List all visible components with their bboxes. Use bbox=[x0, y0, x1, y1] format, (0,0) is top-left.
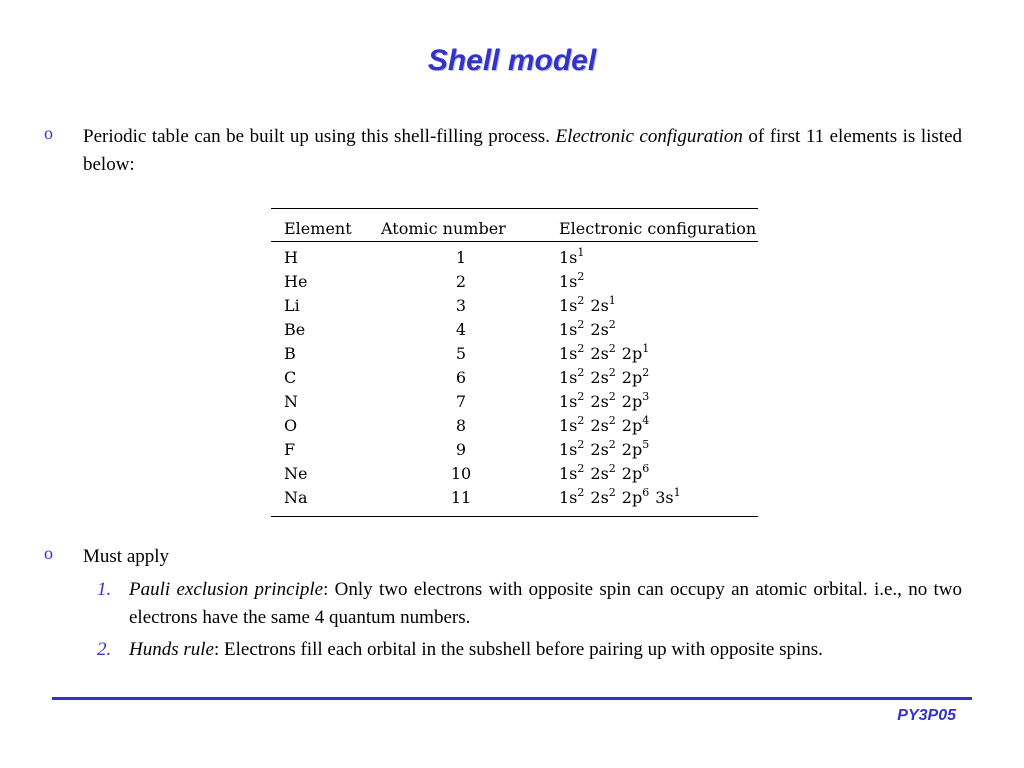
orbital bbox=[622, 368, 649, 387]
orbital bbox=[559, 272, 584, 291]
bullet-emphasis: Electronic configuration bbox=[555, 126, 743, 147]
cell-configuration bbox=[545, 414, 758, 438]
table-row bbox=[271, 318, 758, 342]
orbital bbox=[622, 488, 649, 507]
orbital-occupancy: 2 bbox=[608, 438, 616, 451]
orbital-occupancy: 2 bbox=[642, 366, 650, 379]
orbital-label: 1s bbox=[559, 368, 578, 387]
orbital-occupancy: 2 bbox=[577, 486, 585, 499]
rule-name: Pauli exclusion principle bbox=[129, 579, 324, 600]
orbital bbox=[622, 392, 649, 411]
orbital-occupancy: 2 bbox=[577, 342, 585, 355]
orbital-label: 2s bbox=[590, 344, 609, 363]
orbital-label: 1s bbox=[559, 248, 578, 267]
orbital bbox=[559, 392, 584, 411]
orbital-occupancy: 2 bbox=[577, 270, 585, 283]
orbital bbox=[590, 440, 615, 459]
orbital-occupancy: 2 bbox=[577, 414, 585, 427]
orbital-label: 2p bbox=[621, 416, 643, 435]
cell-atomic-number: 6 bbox=[455, 368, 467, 387]
orbital-occupancy: 2 bbox=[608, 462, 616, 475]
orbital-occupancy: 6 bbox=[642, 462, 650, 475]
orbital bbox=[622, 344, 649, 363]
rule-number: 1. bbox=[97, 579, 112, 600]
orbital-label: 1s bbox=[559, 488, 578, 507]
footer-divider bbox=[52, 697, 972, 700]
table-row bbox=[271, 486, 758, 517]
orbital bbox=[590, 368, 615, 387]
orbital-label: 2s bbox=[590, 488, 609, 507]
orbital-occupancy: 1 bbox=[673, 486, 681, 499]
bullet-periodic-table bbox=[83, 123, 962, 179]
orbital bbox=[590, 344, 615, 363]
bullet-marker: o bbox=[44, 123, 53, 143]
orbital-occupancy: 1 bbox=[608, 294, 616, 307]
orbital-occupancy: 2 bbox=[577, 318, 585, 331]
orbital-label: 2s bbox=[590, 392, 609, 411]
orbital-label: 2p bbox=[621, 344, 643, 363]
cell-element: H bbox=[284, 248, 298, 267]
orbital bbox=[559, 464, 584, 483]
table-row bbox=[271, 414, 758, 438]
table-row bbox=[271, 462, 758, 486]
orbital bbox=[559, 440, 584, 459]
cell-configuration bbox=[545, 486, 758, 517]
orbital bbox=[559, 488, 584, 507]
cell-element: B bbox=[284, 344, 296, 363]
slide-title: Shell model bbox=[427, 44, 597, 77]
orbital bbox=[590, 392, 615, 411]
cell-atomic-number: 7 bbox=[455, 392, 467, 411]
orbital-label: 2s bbox=[590, 464, 609, 483]
orbital bbox=[590, 320, 615, 339]
orbital-occupancy: 6 bbox=[642, 486, 650, 499]
cell-element: C bbox=[284, 368, 297, 387]
orbital bbox=[590, 296, 615, 315]
orbital-occupancy: 1 bbox=[642, 342, 650, 355]
orbital bbox=[622, 440, 649, 459]
header-element: Element bbox=[271, 209, 381, 242]
cell-element: Be bbox=[284, 320, 306, 339]
table-row bbox=[271, 366, 758, 390]
cell-configuration bbox=[545, 390, 758, 414]
orbital-label: 2p bbox=[621, 368, 643, 387]
cell-atomic-number: 3 bbox=[455, 296, 467, 315]
orbital-occupancy: 5 bbox=[642, 438, 650, 451]
orbital-occupancy: 2 bbox=[608, 318, 616, 331]
orbital-occupancy: 2 bbox=[577, 462, 585, 475]
orbital bbox=[559, 368, 584, 387]
cell-configuration bbox=[545, 242, 758, 271]
orbital bbox=[622, 416, 649, 435]
orbital-label: 1s bbox=[559, 320, 578, 339]
orbital bbox=[559, 248, 584, 267]
table-row bbox=[271, 242, 758, 271]
orbital-occupancy: 2 bbox=[608, 414, 616, 427]
table-row bbox=[271, 294, 758, 318]
header-atomic-number: Atomic number bbox=[381, 209, 545, 242]
cell-atomic-number: 4 bbox=[455, 320, 467, 339]
orbital-label: 2s bbox=[590, 296, 609, 315]
orbital-occupancy: 2 bbox=[608, 390, 616, 403]
orbital-label: 2s bbox=[590, 368, 609, 387]
header-configuration: Electronic configuration bbox=[545, 209, 758, 242]
orbital-occupancy: 2 bbox=[577, 366, 585, 379]
rule-name: Hunds rule bbox=[129, 639, 214, 660]
cell-atomic-number: 5 bbox=[455, 344, 467, 363]
orbital bbox=[655, 488, 680, 507]
orbital-label: 2p bbox=[621, 488, 643, 507]
cell-element: F bbox=[284, 440, 296, 459]
table-body bbox=[271, 242, 758, 517]
orbital-label: 1s bbox=[559, 416, 578, 435]
orbital-label: 2s bbox=[590, 440, 609, 459]
orbital-label: 2s bbox=[590, 320, 609, 339]
orbital-occupancy: 2 bbox=[577, 438, 585, 451]
orbital-label: 2p bbox=[621, 392, 643, 411]
table-row bbox=[271, 438, 758, 462]
orbital bbox=[590, 416, 615, 435]
cell-configuration bbox=[545, 270, 758, 294]
orbital-label: 3s bbox=[655, 488, 674, 507]
cell-atomic-number: 8 bbox=[455, 416, 467, 435]
cell-element: Na bbox=[284, 488, 308, 507]
orbital bbox=[559, 416, 584, 435]
orbital bbox=[559, 344, 584, 363]
cell-element: N bbox=[284, 392, 298, 411]
table-row bbox=[271, 270, 758, 294]
rule-text: : Only two electrons with opposite spin can occupy an atomic orbital. i.e., no two electrons have the same 4 quantum numbers. bbox=[129, 579, 962, 628]
cell-configuration bbox=[545, 318, 758, 342]
bullet-must-apply: Must apply bbox=[83, 546, 170, 567]
orbital-occupancy: 3 bbox=[642, 390, 650, 403]
electron-configuration-table bbox=[271, 208, 758, 517]
table-row bbox=[271, 390, 758, 414]
rule-pauli bbox=[129, 576, 962, 632]
orbital-label: 1s bbox=[559, 440, 578, 459]
orbital-label: 1s bbox=[559, 344, 578, 363]
orbital-occupancy: 2 bbox=[608, 342, 616, 355]
orbital bbox=[559, 320, 584, 339]
bullet-text-tail: of first 11 elements is listed below: bbox=[83, 126, 962, 175]
cell-atomic-number: 2 bbox=[455, 272, 467, 291]
orbital bbox=[559, 296, 584, 315]
orbital-label: 2p bbox=[621, 440, 643, 459]
cell-atomic-number: 1 bbox=[455, 248, 467, 267]
orbital bbox=[590, 464, 615, 483]
bullet-text: Periodic table can be built up using this shell-filling process. bbox=[83, 126, 556, 147]
cell-configuration bbox=[545, 294, 758, 318]
cell-configuration bbox=[545, 438, 758, 462]
orbital-occupancy: 1 bbox=[577, 246, 585, 259]
orbital-label: 1s bbox=[559, 272, 578, 291]
orbital-label: 2p bbox=[621, 464, 643, 483]
course-code: PY3P05 bbox=[897, 707, 956, 724]
orbital-label: 1s bbox=[559, 464, 578, 483]
rule-number: 2. bbox=[97, 639, 112, 660]
cell-configuration bbox=[545, 366, 758, 390]
cell-element: Ne bbox=[284, 464, 308, 483]
orbital-label: 1s bbox=[559, 392, 578, 411]
cell-atomic-number: 9 bbox=[455, 440, 467, 459]
orbital-occupancy: 2 bbox=[608, 486, 616, 499]
orbital-occupancy: 2 bbox=[608, 366, 616, 379]
cell-configuration bbox=[545, 342, 758, 366]
orbital-label: 2s bbox=[590, 416, 609, 435]
cell-atomic-number: 11 bbox=[450, 488, 472, 507]
orbital bbox=[590, 488, 615, 507]
cell-element: O bbox=[284, 416, 298, 435]
cell-configuration bbox=[545, 462, 758, 486]
orbital-occupancy: 4 bbox=[642, 414, 650, 427]
table-row bbox=[271, 342, 758, 366]
orbital bbox=[622, 464, 649, 483]
orbital-occupancy: 2 bbox=[577, 390, 585, 403]
orbital-occupancy: 2 bbox=[577, 294, 585, 307]
cell-atomic-number: 10 bbox=[450, 464, 472, 483]
rule-text: : Electrons fill each orbital in the subshell before pairing up with opposite spins. bbox=[213, 639, 823, 660]
orbital-label: 1s bbox=[559, 296, 578, 315]
cell-element: He bbox=[284, 272, 308, 291]
cell-element: Li bbox=[284, 296, 300, 315]
rule-hunds bbox=[129, 636, 962, 664]
table-header-row bbox=[271, 209, 758, 242]
bullet-marker: o bbox=[44, 543, 53, 563]
